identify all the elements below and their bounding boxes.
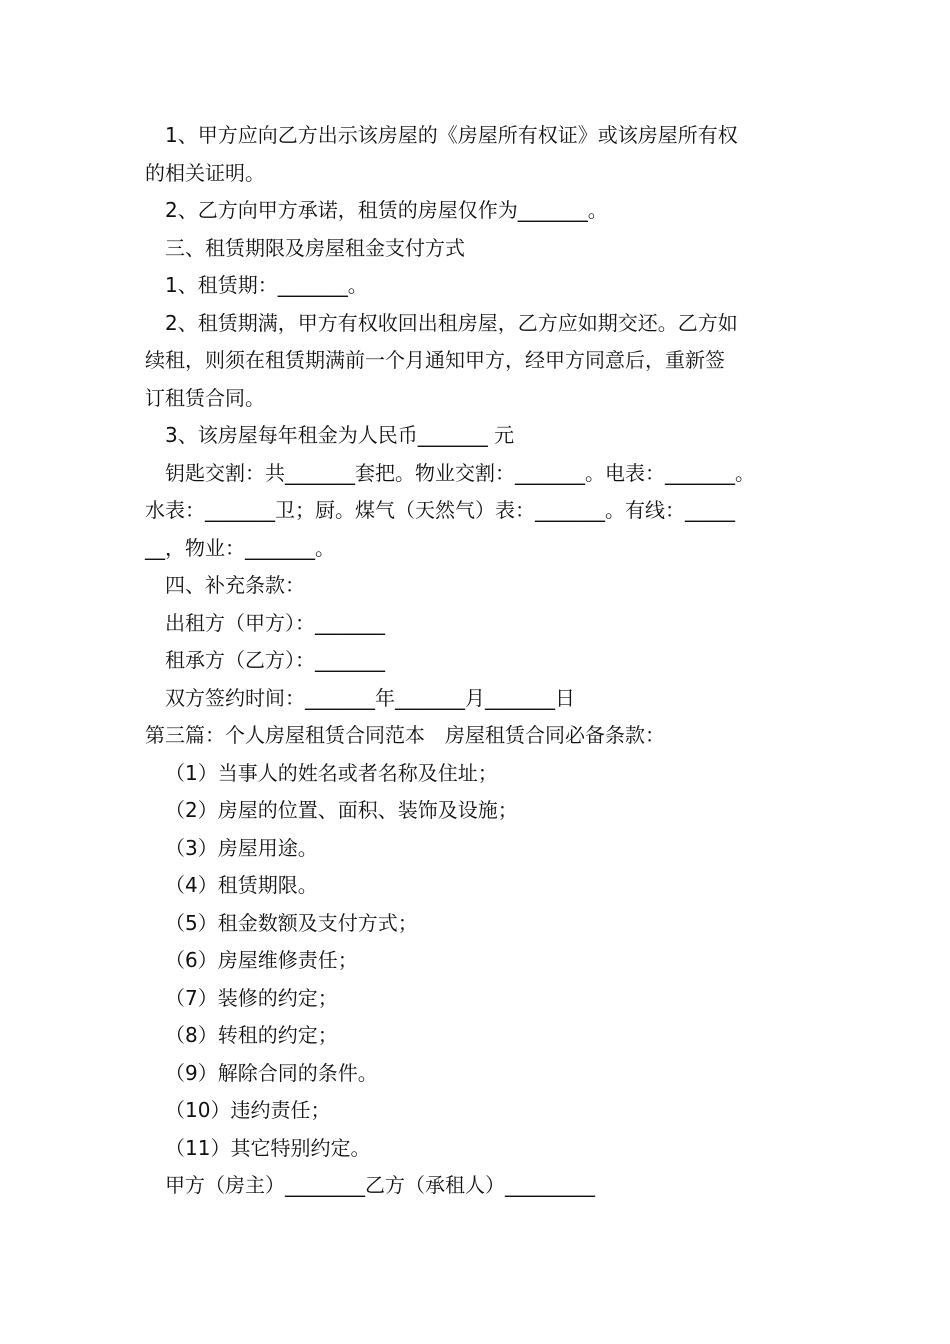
text-line: 1、租赁期：_______。 (165, 273, 368, 297)
section-heading: 三、租赁期限及房屋租金支付方式 (165, 235, 465, 260)
text-line: 水表：_______卫；厨。煤气（天然气）表：_______。有线：_____ (145, 498, 735, 522)
text-line: 钥匙交割：共_______套把。物业交割：_______。电表：_______。 (165, 460, 755, 485)
text-line: 3、该房屋每年租金为人民币_______ 元 (165, 423, 515, 447)
text-line: 续租，则须在租赁期满前一个月通知甲方，经甲方同意后，重新签 (145, 348, 725, 372)
list-item: （9）解除合同的条件。 (165, 1060, 378, 1085)
text-line: 1、甲方应向乙方出示该房屋的《房屋所有权证》或该房屋所有权 (165, 123, 738, 147)
list-item: （2）房屋的位置、面积、装饰及设施； (165, 798, 518, 822)
signature-line: 租承方（乙方）：_______ (165, 648, 385, 672)
list-item: （8）转租的约定； (165, 1023, 338, 1047)
list-item: （6）房屋维修责任； (165, 948, 358, 972)
signing-date-line: 双方签约时间：_______年_______月_______日 (165, 685, 575, 710)
list-item: （3）房屋用途。 (165, 835, 318, 860)
signature-line: 出租方（甲方）：_______ (165, 610, 385, 635)
text-line: 的相关证明。 (145, 160, 265, 185)
text-line: __，物业：_______。 (145, 535, 335, 560)
text-line: 2、乙方向甲方承诺，租赁的房屋仅作为_______。 (165, 198, 608, 222)
document-body (145, 117, 817, 1205)
list-item: （11）其它特别约定。 (165, 1135, 371, 1160)
text-line: 订租赁合同。 (145, 385, 265, 410)
chapter-heading: 第三篇：个人房屋租赁合同范本 房屋租赁合同必备条款： (145, 723, 665, 747)
list-item: （10）违约责任； (165, 1098, 331, 1122)
section-heading: 四、补充条款： (165, 573, 305, 597)
list-item: （4）租赁期限。 (165, 873, 318, 897)
list-item: （1）当事人的姓名或者名称及住址； (165, 760, 498, 785)
list-item: （5）租金数额及支付方式； (165, 910, 418, 935)
signature-line: 甲方（房主）________乙方（承租人）_________ (165, 1173, 595, 1197)
text-line: 2、租赁期满，甲方有权收回出租房屋，乙方应如期交还。乙方如 (165, 310, 738, 335)
list-item: （7）装修的约定； (165, 985, 338, 1010)
